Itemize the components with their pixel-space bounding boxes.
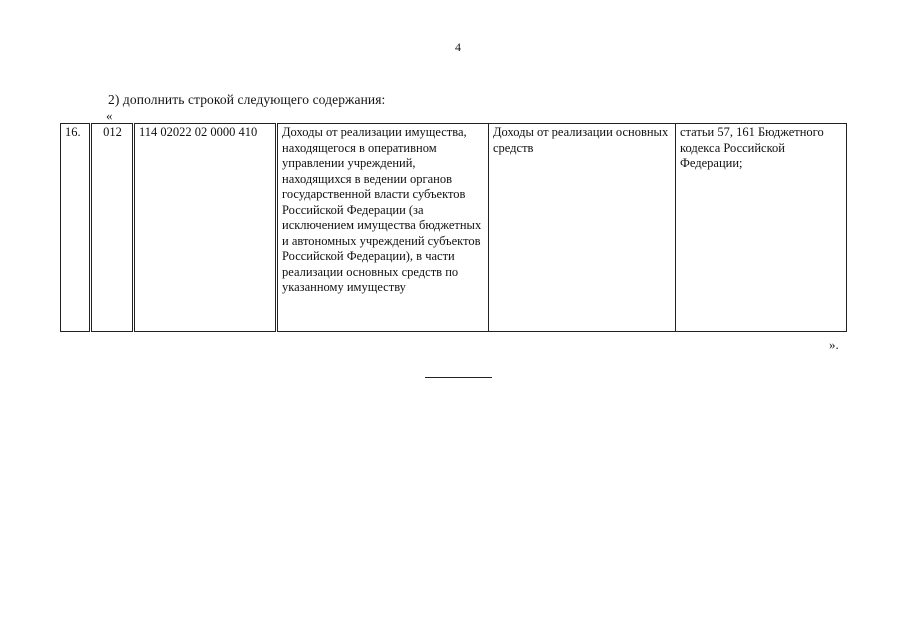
legal-basis-cell: статьи 57, 161 Бюджетного кодекса Российской Федерации; bbox=[676, 124, 847, 332]
income-type-cell: Доходы от реализации основных средств bbox=[489, 124, 676, 332]
end-rule bbox=[425, 377, 492, 378]
amendment-table bbox=[60, 123, 847, 332]
row-number-cell: 16. bbox=[61, 124, 91, 332]
intro-text: 2) дополнить строкой следующего содержания: bbox=[108, 92, 386, 107]
open-quote: « bbox=[106, 108, 113, 123]
close-quote: ». bbox=[829, 337, 839, 352]
table-row bbox=[61, 124, 847, 332]
page-number: 4 bbox=[455, 40, 461, 54]
income-name-cell: Доходы от реализации имущества, находящегося в оперативном управлении учреждений, находящихся в ведении органов государственной власти субъектов Российской Федерации (за исключением имущества бюджетных и автономных учреждений субъектов Российской Федерации), в части реализации основных средств по указанному имуществу bbox=[277, 124, 489, 332]
kbk-code-cell: 114 02022 02 0000 410 bbox=[134, 124, 277, 332]
admin-code-cell: 012 bbox=[91, 124, 134, 332]
